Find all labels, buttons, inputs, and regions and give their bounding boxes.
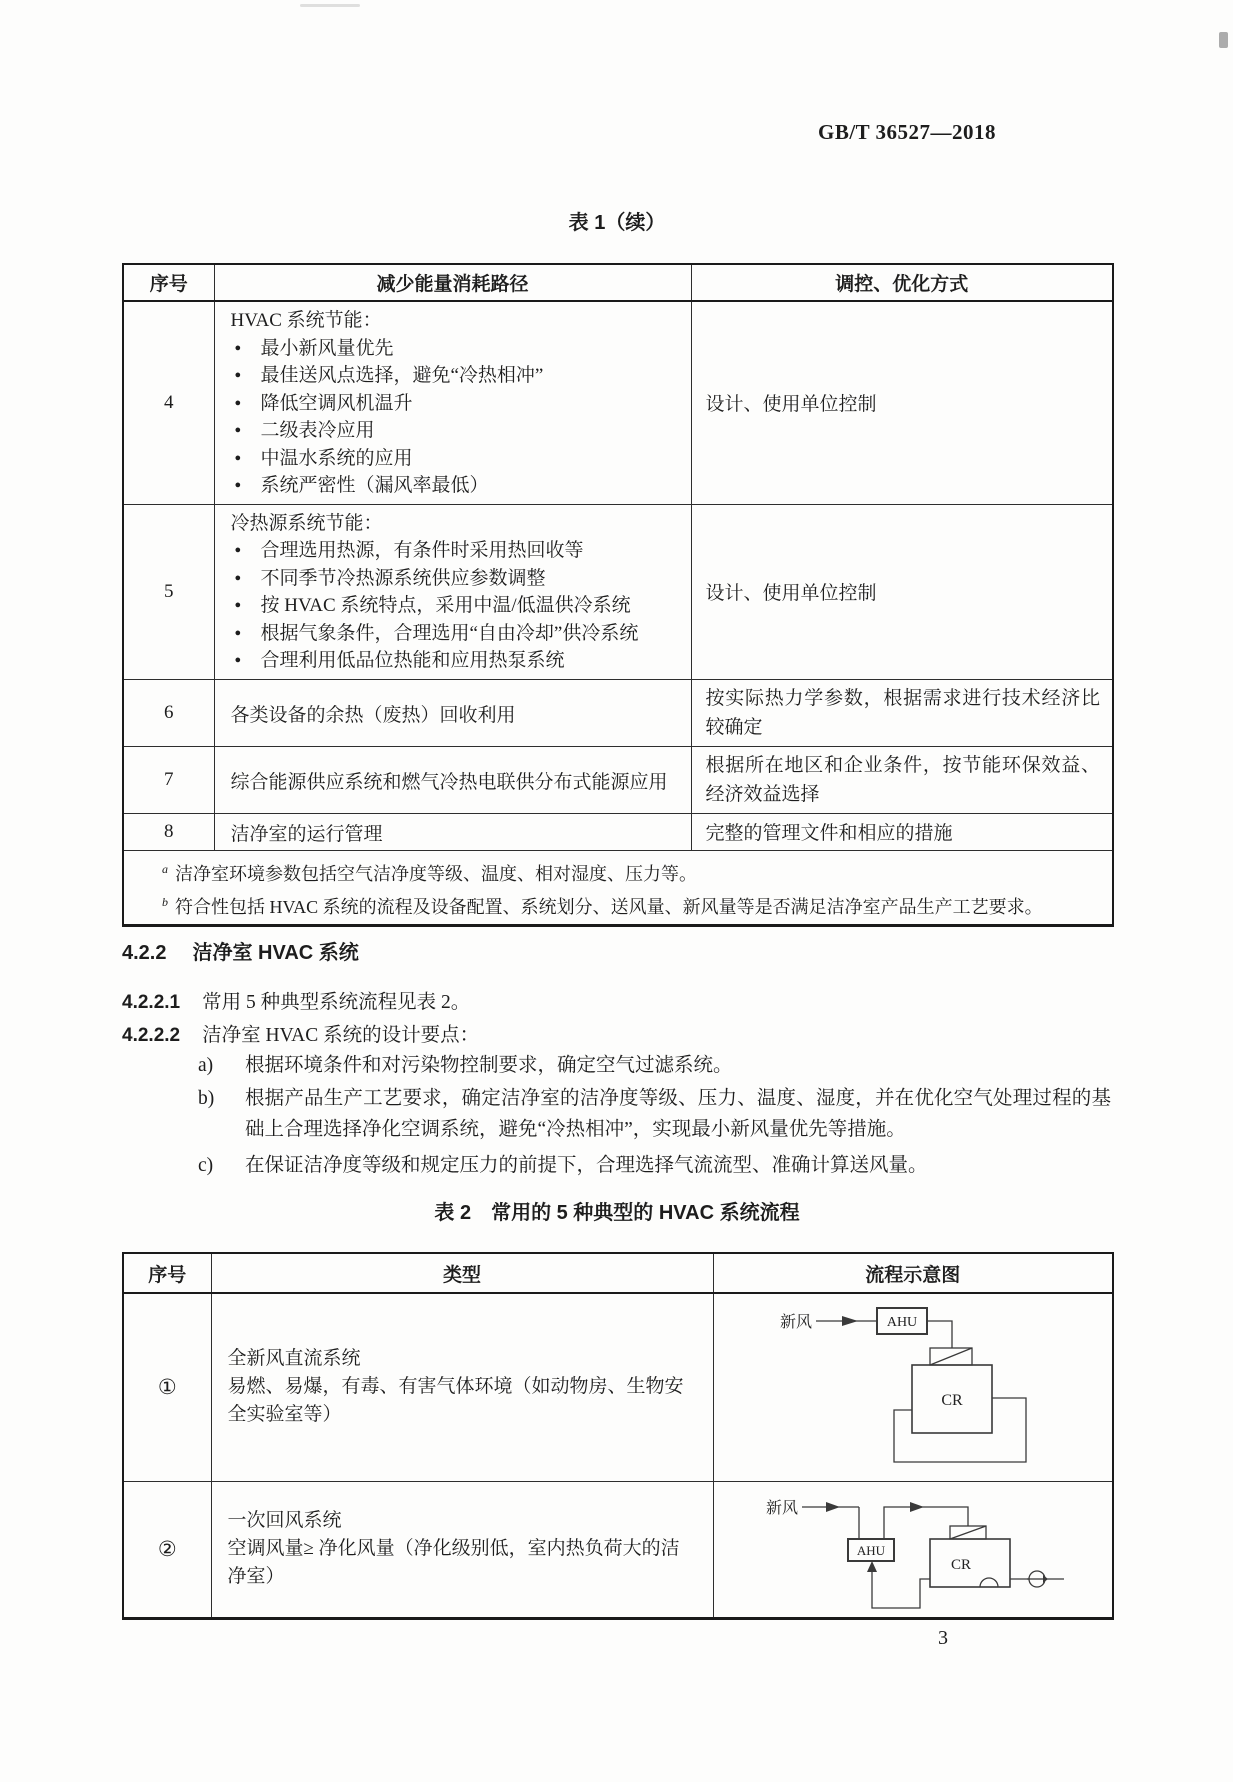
list-item-b <box>198 1083 1111 1145</box>
footnote <box>162 888 1092 921</box>
cleanroom-label: CR <box>940 1392 963 1409</box>
bullet-item: ● 最小新风量优先 <box>231 335 681 363</box>
table-row <box>123 679 1113 746</box>
flow-arrow-icon <box>842 1316 858 1326</box>
item-text: 根据环境条件和对污染物控制要求，确定空气过滤系统。 <box>245 1055 733 1076</box>
row-number: ① <box>123 1293 211 1481</box>
ahu-label: AHU <box>886 1315 917 1330</box>
control-text: 完整的管理文件和相应的措施 <box>705 823 953 844</box>
flow-arrow-icon <box>867 1561 877 1572</box>
footnote-marker: b <box>162 894 168 909</box>
row-number: ② <box>123 1481 211 1618</box>
row-number: 8 <box>123 813 214 850</box>
clause-4221 <box>122 986 470 1014</box>
path-title: 冷热源系统节能： <box>230 512 383 534</box>
bullet-item: ● 根据气象条件，合理选用“自由冷却”供冷系统 <box>231 620 681 648</box>
bullet-list <box>231 335 681 500</box>
bullet-item: ● 合理选用热源，有条件时采用热回收等 <box>231 537 681 565</box>
control-text: 按实际热力学参数，根据需求进行技术经济比较确定 <box>705 687 1100 738</box>
table-row <box>123 746 1113 813</box>
doc-number: GB/T 36527—2018 <box>818 120 997 144</box>
table1-header-path: 减少能量消耗路径 <box>214 264 691 301</box>
path-title: 各类设备的余热（废热）回收利用 <box>230 704 516 726</box>
fresh-air-label: 新风 <box>779 1314 812 1331</box>
control-text: 设计、使用单位控制 <box>705 583 877 604</box>
table-row <box>123 301 1113 504</box>
table-row <box>123 813 1113 850</box>
table2-header-no: 序号 <box>123 1253 211 1293</box>
flow-arrow-icon <box>910 1502 924 1512</box>
return-duct-line <box>872 1566 930 1608</box>
scan-artifact <box>300 4 360 7</box>
item-text: 根据产品生产工艺要求，确定洁净室的洁净度等级、压力、温度、湿度，并在优化空气处理过程的基础上合理选择净化空调系统，避免“冷热相冲”，实现最小新风量优先等措施。 <box>245 1088 1111 1140</box>
clause-text: 常用 5 种典型系统流程见表 2。 <box>202 992 471 1013</box>
flow-arrow-icon <box>826 1502 840 1512</box>
flow-diagram-once-through <box>714 1294 1112 1480</box>
ahu-label: AHU <box>856 1542 885 1558</box>
item-text: 在保证洁净度等级和规定压力的前提下，合理选择气流流型、准确计算送风量。 <box>245 1155 928 1176</box>
type-title: 全新风直流系统 <box>227 1348 361 1370</box>
clause-number: 4.2.2 <box>122 942 167 964</box>
bullet-item: ● 按 HVAC 系统特点，采用中温/低温供冷系统 <box>231 592 681 620</box>
bullet-item: ● 合理利用低品位热能和应用热泵系统 <box>231 647 681 675</box>
bullet-item: ● 二级表冷应用 <box>231 417 681 445</box>
fresh-air-label: 新风 <box>765 1499 798 1517</box>
type-title: 一次回风系统 <box>227 1510 342 1531</box>
bullet-item: ● 不同季节冷热源系统供应参数调整 <box>231 565 681 593</box>
table2-title: 表 2 常用的 5 种典型的 HVAC 系统流程 <box>434 1202 800 1224</box>
table-row <box>123 504 1113 679</box>
table2-header-diagram: 流程示意图 <box>713 1253 1113 1293</box>
item-label: c) <box>198 1155 214 1176</box>
footnote-marker: a <box>162 861 168 876</box>
path-title: HVAC 系统节能： <box>230 310 382 331</box>
item-label: b) <box>198 1088 215 1109</box>
type-desc: 易燃、易爆，有毒、有害气体环境（如动物房、生物安全实验室等） <box>227 1376 684 1426</box>
footnote-text: 洁净室环境参数包括空气洁净度等级、温度、相对湿度、压力等。 <box>175 863 697 884</box>
table1-title: 表 1（续） <box>568 212 666 234</box>
flow-diagram-primary-return <box>714 1482 1112 1617</box>
item-label: a) <box>198 1055 214 1076</box>
footnote <box>162 855 1092 888</box>
bullet-list <box>231 537 681 675</box>
page-number: 3 <box>938 1627 948 1649</box>
row-number: 5 <box>123 504 214 679</box>
list-item-c <box>198 1150 1111 1181</box>
flow-arrow-icon <box>1043 1575 1048 1583</box>
table2 <box>122 1252 1114 1620</box>
table1-header-no: 序号 <box>123 264 214 301</box>
bullet-item: ● 降低空调风机温升 <box>231 390 681 418</box>
scan-artifact <box>1219 32 1228 48</box>
clause-text: 洁净室 HVAC 系统的设计要点： <box>202 1025 480 1046</box>
control-text: 设计、使用单位控制 <box>705 394 877 416</box>
table-row <box>123 1293 1113 1481</box>
bullet-item: ● 系统严密性（漏风率最低） <box>231 472 681 500</box>
clause-4222 <box>122 1019 479 1047</box>
row-number: 6 <box>123 679 214 746</box>
row-number: 4 <box>123 301 214 504</box>
clause-number: 4.2.2.2 <box>122 1025 181 1046</box>
section-heading <box>122 936 359 965</box>
table-row <box>123 1481 1113 1618</box>
bullet-item: ● 最佳送风点选择，避免“冷热相冲” <box>231 362 681 390</box>
footnote-row <box>123 850 1113 925</box>
clause-number: 4.2.2.1 <box>122 992 181 1013</box>
path-title: 洁净室的运行管理 <box>230 823 383 845</box>
path-title: 综合能源供应系统和燃气冷热电联供分布式能源应用 <box>230 771 668 793</box>
clause-title: 洁净室 HVAC 系统 <box>192 942 359 964</box>
table2-header-type: 类型 <box>211 1253 713 1293</box>
damper-icon <box>980 1578 998 1587</box>
row-number: 7 <box>123 746 214 813</box>
type-desc: 空调风量≥ 净化风量（净化级别低，室内热负荷大的洁净室） <box>227 1538 680 1587</box>
bullet-item: ● 中温水系统的应用 <box>231 445 681 473</box>
cleanroom-label: CR <box>950 1556 971 1573</box>
footnote-text: 符合性包括 HVAC 系统的流程及设备配置、系统划分、送风量、新风量等是否满足洁净室产品生产工艺要求。 <box>175 896 1043 917</box>
list-item-a <box>198 1050 1111 1081</box>
control-text: 根据所在地区和企业条件，按节能环保效益、经济效益选择 <box>705 754 1100 805</box>
table1-header-control: 调控、优化方式 <box>691 264 1113 301</box>
table1 <box>122 263 1114 927</box>
